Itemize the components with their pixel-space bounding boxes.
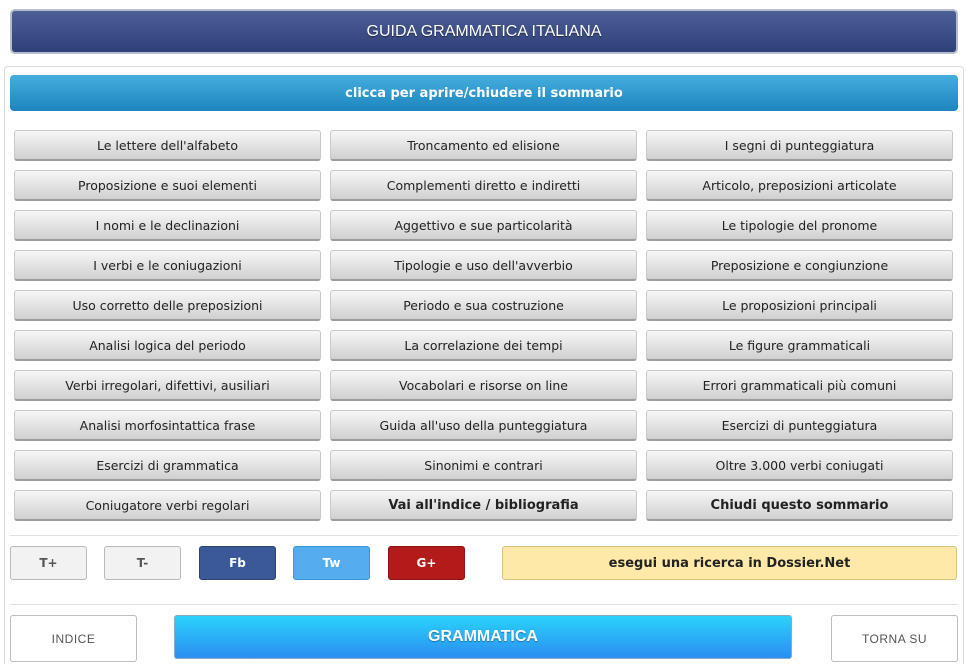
summary-link-button[interactable] — [646, 250, 953, 281]
summary-link-label: Verbi irregolari, difettivi, ausiliari — [65, 377, 270, 393]
grammar-main-label: GRAMMATICA — [428, 628, 538, 645]
summary-link-button[interactable] — [646, 130, 953, 161]
summary-link-button[interactable] — [14, 330, 321, 361]
summary-link-label: Analisi morfosintattica frase — [79, 417, 256, 433]
summary-link-button[interactable] — [330, 450, 637, 481]
googleplus-label: G+ — [416, 556, 437, 570]
summary-link-button[interactable] — [14, 370, 321, 401]
summary-link-button[interactable] — [330, 490, 637, 521]
facebook-share-button[interactable] — [199, 546, 276, 580]
summary-link-label: Uso corretto delle preposizioni — [72, 297, 263, 313]
summary-link-button[interactable] — [646, 170, 953, 201]
summary-link-label: Complementi diretto e indiretti — [386, 177, 581, 193]
twitter-share-button[interactable] — [293, 546, 370, 580]
summary-link-label: Oltre 3.000 verbi coniugati — [715, 457, 884, 473]
text-bigger-label: T+ — [39, 556, 58, 570]
summary-link-label: I verbi e le coniugazioni — [93, 257, 242, 273]
summary-link-label: Coniugatore verbi regolari — [85, 497, 250, 513]
summary-link-button[interactable] — [14, 210, 321, 241]
text-smaller-label: T- — [136, 556, 149, 570]
summary-link-label: Vocabolari e risorse on line — [399, 377, 568, 393]
googleplus-share-button[interactable] — [388, 546, 465, 580]
summary-link-label: Tipologie e uso dell'avverbio — [394, 257, 573, 273]
summary-link-label: I nomi e le declinazioni — [95, 217, 240, 233]
summary-link-button[interactable] — [14, 450, 321, 481]
page-title-bar — [10, 9, 958, 54]
summary-link-button[interactable] — [14, 290, 321, 321]
summary-link-button[interactable] — [14, 250, 321, 281]
summary-link-button[interactable] — [330, 370, 637, 401]
facebook-label: Fb — [229, 556, 246, 570]
summary-link-label: Guida all'uso della punteggiatura — [379, 417, 588, 433]
summary-link-label: Periodo e sua costruzione — [403, 297, 564, 313]
text-smaller-button[interactable] — [104, 546, 181, 580]
summary-link-label: La correlazione dei tempi — [404, 337, 563, 353]
summary-link-label: Chiudi questo sommario — [710, 497, 889, 513]
summary-link-label: Sinonimi e contrari — [424, 457, 543, 473]
summary-link-button[interactable] — [646, 370, 953, 401]
index-button[interactable] — [10, 615, 137, 662]
summary-link-button[interactable] — [330, 410, 637, 441]
summary-link-label: Errori grammaticali più comuni — [702, 377, 897, 393]
back-to-top-button[interactable] — [831, 615, 958, 662]
summary-link-button[interactable] — [14, 410, 321, 441]
summary-link-label: Le lettere dell'alfabeto — [97, 137, 238, 153]
summary-link-label: Aggettivo e sue particolarità — [394, 217, 573, 233]
summary-link-button[interactable] — [646, 210, 953, 241]
summary-link-label: Esercizi di punteggiatura — [721, 417, 878, 433]
summary-link-button[interactable] — [646, 490, 953, 521]
twitter-label: Tw — [322, 556, 341, 570]
summary-link-label: I segni di punteggiatura — [724, 137, 875, 153]
summary-link-button[interactable] — [646, 330, 953, 361]
summary-link-label: Articolo, preposizioni articolate — [702, 177, 897, 193]
summary-link-label: Le tipologie del pronome — [721, 217, 878, 233]
summary-link-button[interactable] — [14, 130, 321, 161]
index-label: INDICE — [51, 631, 96, 646]
summary-link-label: Proposizione e suoi elementi — [78, 177, 257, 193]
summary-link-label: Le figure grammaticali — [728, 337, 871, 353]
text-bigger-button[interactable] — [10, 546, 87, 580]
summary-link-label: Esercizi di grammatica — [96, 457, 239, 473]
divider — [10, 535, 958, 536]
summary-grid — [14, 130, 954, 521]
summary-toggle-button[interactable] — [10, 75, 958, 111]
summary-link-label: Le proposizioni principali — [722, 297, 877, 313]
summary-link-button[interactable] — [646, 450, 953, 481]
summary-link-button[interactable] — [330, 130, 637, 161]
summary-link-label: Analisi logica del periodo — [89, 337, 246, 353]
summary-link-label: Preposizione e congiunzione — [710, 257, 889, 273]
grammar-main-button[interactable] — [174, 615, 792, 659]
summary-link-button[interactable] — [330, 170, 637, 201]
search-label: esegui una ricerca in Dossier.Net — [608, 555, 851, 571]
summary-link-label: Vai all'indice / bibliografia — [388, 497, 579, 513]
summary-link-button[interactable] — [14, 490, 321, 521]
summary-link-button[interactable] — [330, 210, 637, 241]
summary-link-button[interactable] — [330, 250, 637, 281]
summary-link-button[interactable] — [646, 290, 953, 321]
summary-link-button[interactable] — [14, 170, 321, 201]
back-to-top-label: TORNA SU — [861, 631, 928, 646]
search-button[interactable] — [502, 546, 957, 580]
summary-toggle-label: clicca per aprire/chiudere il sommario — [345, 85, 623, 101]
summary-link-button[interactable] — [330, 290, 637, 321]
summary-link-button[interactable] — [646, 410, 953, 441]
summary-link-button[interactable] — [330, 330, 637, 361]
summary-link-label: Troncamento ed elisione — [407, 137, 560, 153]
divider — [10, 604, 958, 605]
page-title: GUIDA GRAMMATICA ITALIANA — [366, 22, 602, 40]
